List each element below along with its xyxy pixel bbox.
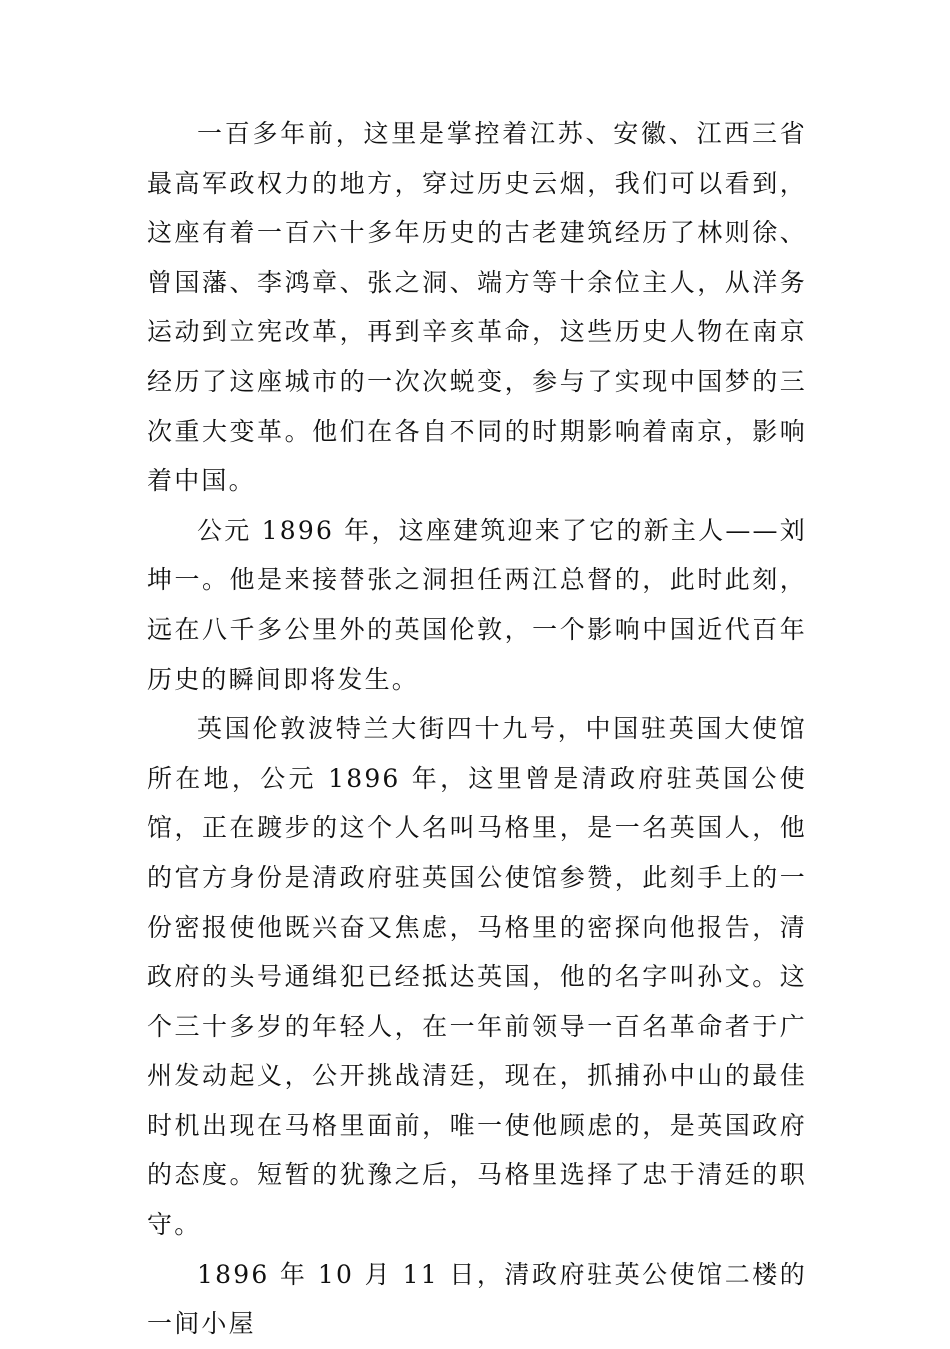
paragraph-2: 公元 1896 年，这座建筑迎来了它的新主人——刘坤一。他是来接替张之洞担任两江总督的，此时此刻，远在八千多公里外的英国伦敦，一个影响中国近代百年历史的瞬间即将发生。 bbox=[147, 515, 807, 694]
paragraph-4: 1896 年 10 月 11 日，清政府驻英公使馆二楼的一间小屋 bbox=[147, 1259, 807, 1339]
paragraph-1: 一百多年前，这里是掌控着江苏、安徽、江西三省最高军政权力的地方，穿过历史云烟，我们可以看到，这座有着一百六十多年历史的古老建筑经历了林则徐、曾国藩、李鸿章、张之洞、端方等十余位主人，从洋务运动到立宪改革，再到辛亥革命，这些历史人物在南京经历了这座城市的一次次蜕变，参与了实现中国梦的三次重大变革。他们在各自不同的时期影响着南京，影响着中国。 bbox=[147, 119, 807, 496]
document-body bbox=[147, 109, 807, 1349]
paragraph-3: 英国伦敦波特兰大街四十九号，中国驻英国大使馆所在地，公元 1896 年，这里曾是清政府驻英国公使馆，正在踱步的这个人名叫马格里，是一名英国人，他的官方身份是清政府驻英国公使馆参赞，此刻手上的一份密报使他既兴奋又焦虑，马格里的密探向他报告，清政府的头号通缉犯已经抵达英国，他的名字叫孙文。这个三十多岁的年轻人，在一年前领导一百名革命者于广州发动起义，公开挑战清廷，现在，抓捕孙中山的最佳时机出现在马格里面前，唯一使他顾虑的，是英国政府的态度。短暂的犹豫之后，马格里选择了忠于清廷的职守。 bbox=[147, 714, 807, 1240]
